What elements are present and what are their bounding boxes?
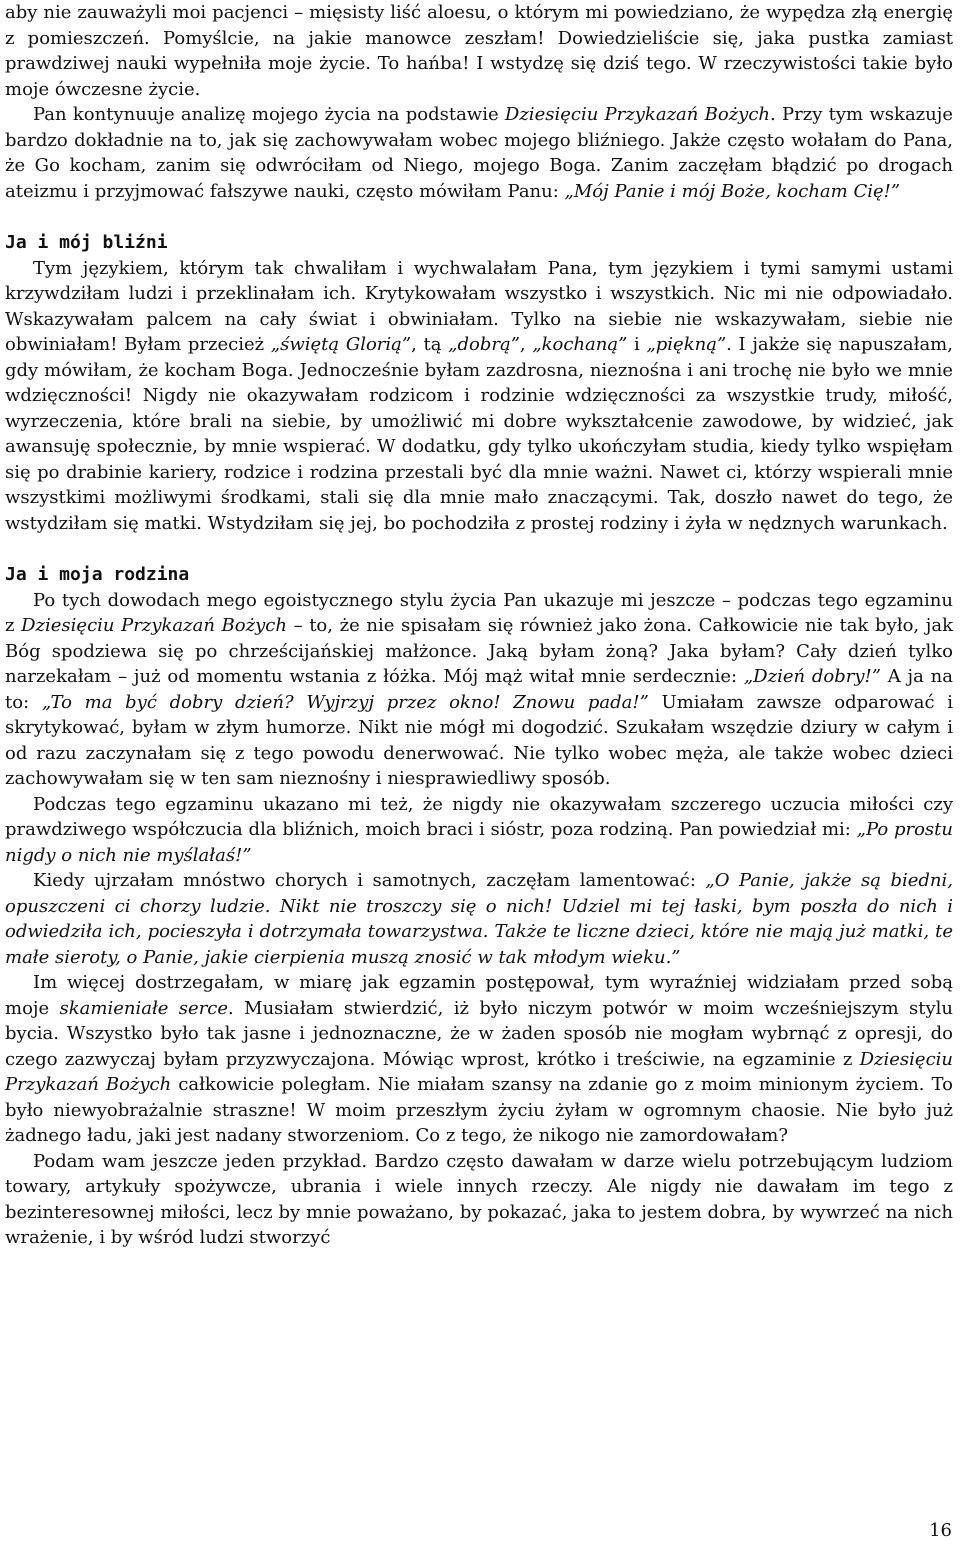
paragraph (5, 0, 953, 102)
italic-text: „O Panie, jakże są biedni, opuszczeni ci chorzy ludzie. Nikt nie troszczy się o nich! Udziel mi tej łaski, bym poszła do nich i odwiedziła ich, pocieszyła i dotrzymała towarzystwa. Także te liczne dzieci, które nie mają już matki, te małe sieroty, o Panie, jakie cierpienia muszą znosić w tak młodym wieku.” (5, 870, 953, 968)
paragraph (5, 256, 953, 537)
italic-text: „Dzień dobry!” (743, 666, 881, 687)
italic-text: skamieniałe serce (59, 997, 229, 1019)
italic-text: Dziesięciu Przykazań Bożych (5, 1048, 953, 1095)
paragraph (5, 1149, 953, 1251)
italic-text: Dziesięciu Przykazań Bożych (504, 104, 771, 125)
text-run: . Przy tym wskazuje bardzo dokładnie na to, jak się zachowywałam wobec mojego bliźniego. Jakże często wołałam do Pana, że Go kocham, zanim się odwróciłam od Niego, mojego Boga. Zanim zaczęłam błądzić po drogach ateizmu i przyjmować fałszywe nauki, często mówiłam Panu: (5, 104, 953, 202)
text-run: . Musiałam stwierdzić, iż było niczym potwór w moim wcześniejszym stylu bycia. Wszystko było tak jasne i jednoznaczne, że w żaden sposób nie mogłam wybrnąć z opresji, do czego zazwyczaj byłam przyzwyczajona. Mówiąc wprost, krótko i treściwie, na egzaminie z (5, 997, 953, 1070)
text-run: Umiałam zawsze odparować i skrytykować, byłam w złym humorze. Nikt nie mógł mi dogodzić. Szukałam wszędzie dziury w całym i od razu zaczynałam się z tego powodu denerwować. Nie tylko wobec męża, ale także wobec dzieci zachowywałam się w ten sam nieznośny i niesprawiedliwy sposób. (5, 691, 954, 789)
document-page (5, 0, 953, 1251)
italic-text: Dziesięciu Przykazań Bożych (21, 615, 287, 636)
paragraph (5, 102, 953, 204)
text-run: Po tych dowodach mego egoistycznego stylu życia Pan ukazuje mi jeszcze – podczas tego egzaminu z (5, 589, 953, 636)
italic-text: „dobrą” (448, 334, 520, 355)
italic-text: „piękną” (646, 334, 727, 355)
italic-text: „To ma być dobry dzień? Wyjrzyj przez okno! Znowu pada!” (41, 691, 649, 713)
text-run: . I jakże się napuszałam, gdy mówiłam, że kocham Boga. Jednocześnie byłam zazdrosna, nieznośna i ani trochę nie było we mnie wdzięczności! Nigdy nie okazywałam rodzicom i rodzinie wdzięczności za wszystkie trudy, miłość, wyrzeczenia, które brali na siebie, by umożliwić mi dobre wykształcenie zawodowe, by widzieć, jak awansuję społecznie, by mnie wspierać. W dodatku, gdy tylko ukończyłam studia, kiedy tylko wspięłam się po drabinie kariery, rodzice i rodzina przestali być dla mnie ważni. Nawet ci, którzy wspierali mnie wszystkimi możliwymi środkami, stali się dla mnie mało znaczącymi. Tak, doszło nawet do tego, że wstydziłam się matki. Wstydziłam się jej, bo pochodziła z prostej rodziny i żyła w nędznych warunkach. (5, 334, 953, 534)
text-run: Im więcej dostrzegałam, w miarę jak egzamin postępował, tym wyraźniej widziałam przed sobą moje (5, 972, 953, 1019)
text-run: Podam wam jeszcze jeden przykład. Bardzo często dawałam w darze wielu potrzebującym ludziom towary, artykuły spożywcze, ubrania i wiele innych rzeczy. Ale nigdy nie dawałam im tego z bezinteresownej miłości, lecz by mnie poważano, by pokazać, jaka to jestem dobra, by wywrzeć na nich wrażenie, i by wśród ludzi stworzyć (5, 1150, 953, 1248)
italic-text: „świętą Glorią” (270, 334, 412, 355)
paragraph (5, 588, 953, 792)
paragraph (5, 970, 953, 1149)
text-run: , (519, 334, 533, 355)
spacer (5, 536, 953, 562)
text-run: A ja na to: (5, 666, 953, 713)
text-run: , tą (411, 334, 449, 355)
section-heading: Ja i moja rodzina (5, 564, 190, 585)
italic-text: „Mój Panie i mój Boże, kocham Cię!” (564, 180, 901, 202)
text-run: aby nie zauważyli moi pacjenci – mięsisty liść aloesu, o którym mi powiedziano, że wypędza złą energię z pomieszczeń. Pomyślcie, na jakie manowce zeszłam! Dowiedzieliście się, jaka pustka zamiast prawdziwej nauki wypełniła moje życie. To hańba! I wstydzę się dziś tego. W rzeczywistości takie było moje ówczesne życie. (5, 2, 953, 100)
section-heading: Ja i mój bliźni (5, 232, 168, 253)
text-run: Tym językiem, którym tak chwaliłam i wychwalałam Pana, tym językiem i tymi samymi ustami krzywdziłam ludzi i przeklinałam ich. Krytykowałam wszystko i wszystkich. Nic mi nie odpowiadało. Wskazywałam palcem na cały świat i obwiniałam. Tylko na siebie nie wskazywałam, siebie nie obwiniałam! Byłam przecież (5, 257, 953, 355)
text-run: i (627, 334, 647, 355)
text-run: Kiedy ujrzałam mnóstwo chorych i samotnych, zaczęłam lamentować: (33, 870, 706, 891)
italic-text: „kochaną” (532, 334, 628, 355)
paragraph (5, 868, 953, 970)
paragraph (5, 792, 953, 869)
italic-text: „Po prostu nigdy o nich nie myślałaś!” (5, 819, 953, 866)
spacer (5, 204, 953, 230)
text-run: całkowicie poległam. Nie miałam szansy na zdanie go z moim minionym życiem. To było niewyobrażalnie straszne! W moim przeszłym życiu żyłam w ogromnym chaosie. Nie było już żadnego ładu, jaki jest nadany stworzeniom. Co z tego, że nikogo nie zamordowałam? (5, 1074, 953, 1146)
text-run: Podczas tego egzaminu ukazano mi też, że nigdy nie okazywałam szczerego uczucia miłości czy prawdziwego współczucia dla bliźnich, moich braci i sióstr, poza rodziną. Pan powiedział mi: (5, 793, 953, 840)
page-number: 16 (929, 1520, 952, 1541)
text-run: – to, że nie spisałam się również jako żona. Całkowicie nie tak było, jak Bóg spodziewa się po chrześcijańskiej małżonce. Jaką byłam żoną? Jaka byłam? Cały dzień tylko narzekałam – już od momentu wstania z łóżka. Mój mąż witał mnie serdecznie: (5, 615, 953, 687)
text-run: Pan kontynuuje analizę mojego życia na podstawie (33, 104, 505, 125)
